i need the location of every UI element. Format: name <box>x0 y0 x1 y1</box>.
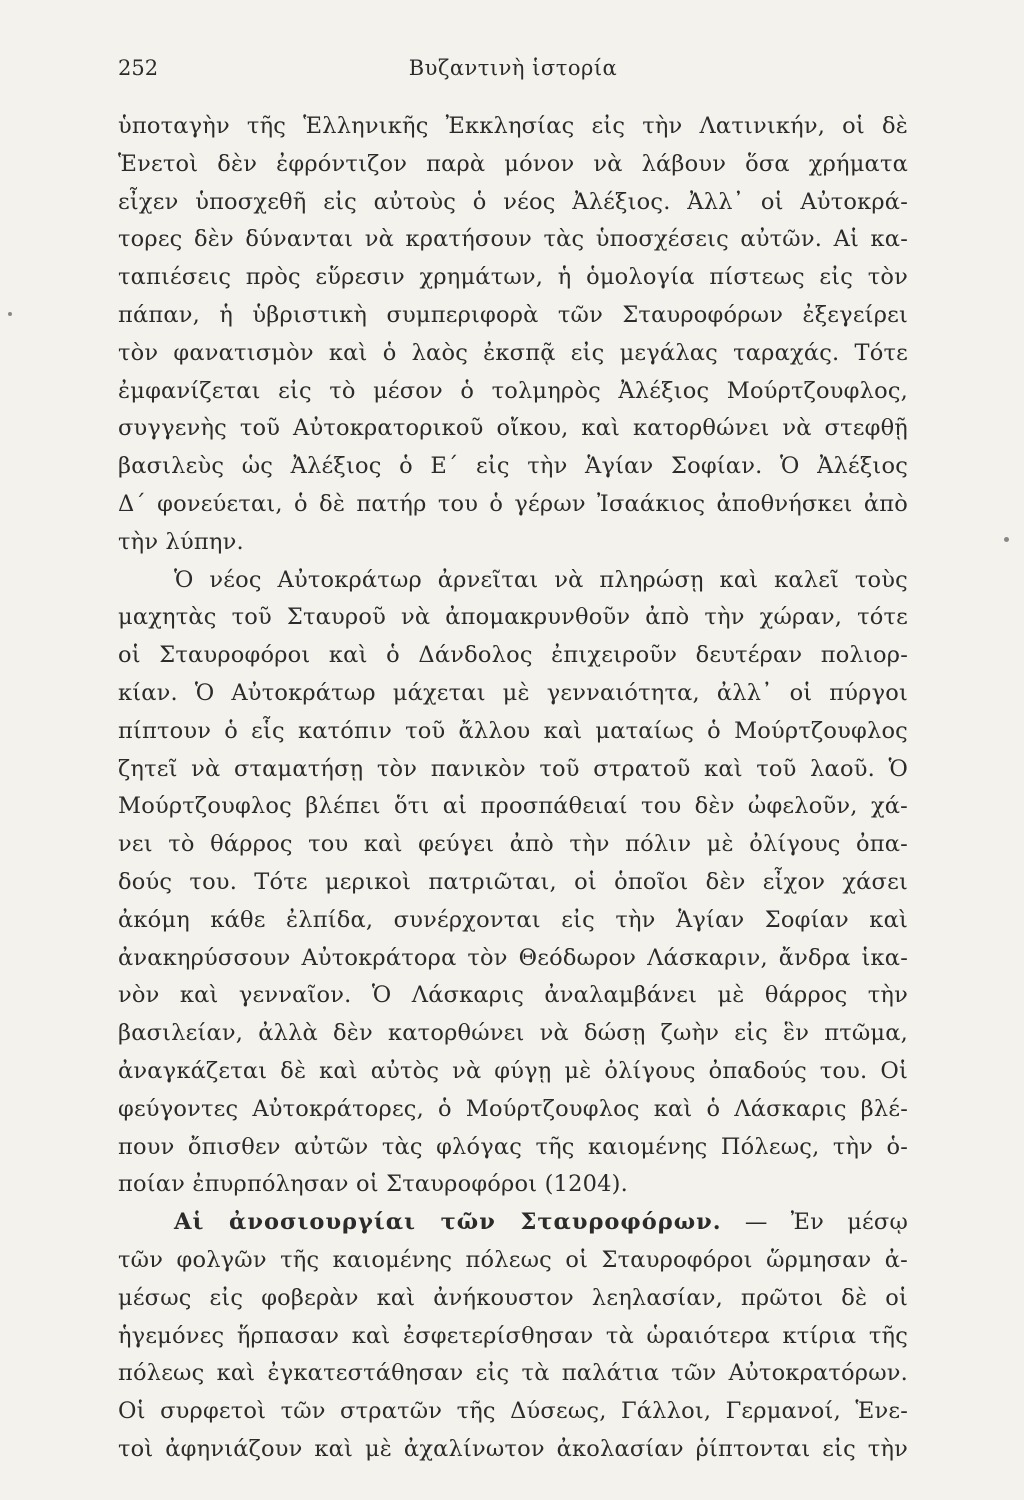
text-line: οἱ Σταυροφόροι καὶ ὁ Δάνδολος ἐπιχειροῦν δευτέραν πολιορ- <box>118 642 908 669</box>
text-line: ταπιέσεις πρὸς εὕρεσιν χρημάτων, ἡ ὁμολογία πίστεως εἰς τὸν <box>118 264 908 291</box>
scan-speck <box>1004 537 1009 542</box>
scan-speck <box>8 312 12 316</box>
text-line: Μούρτζουφλος βλέπει ὅτι αἱ προσπάθειαί του δὲν ὠφελοῦν, χά- <box>118 793 908 820</box>
running-title: Βυζαντινὴ ἱστορία <box>408 56 618 80</box>
text-line: ζητεῖ νὰ σταματήσῃ τὸν πανικὸν τοῦ στρατοῦ καὶ τοῦ λαοῦ. Ὁ <box>118 755 908 782</box>
text-line: πουν ὄπισθεν αὐτῶν τὰς φλόγας τῆς καιομένης Πόλεως, τὴν ὁ- <box>118 1133 908 1160</box>
text-line: Δ΄ φονεύεται, ὁ δὲ πατήρ του ὁ γέρων Ἰσαάκιος ἀποθνήσκει ἀπὸ <box>118 490 908 517</box>
text-line: βασιλεὺς ὡς Ἀλέξιος ὁ Ε΄ εἰς τὴν Ἁγίαν Σοφίαν. Ὁ Ἀλέξιος <box>118 453 908 480</box>
section-heading: Αἱ ἀνοσιουργίαι τῶν Σταυροφόρων. <box>174 1209 722 1236</box>
text-line: τὸν φανατισμὸν καὶ ὁ λαὸς ἐκσπᾷ εἰς μεγάλας ταραχάς. Τότε <box>118 339 908 366</box>
text-line: συγγενὴς τοῦ Αὐτοκρατορικοῦ οἴκου, καὶ κατορθώνει νὰ στεφθῇ <box>118 415 908 442</box>
section-heading-line <box>118 1204 908 1242</box>
text-line: νὸν καὶ γενναῖον. Ὁ Λάσκαρις ἀναλαμβάνει μὲ θάρρος τὴν <box>118 982 908 1009</box>
text-line: τορες δὲν δύνανται νὰ κρατήσουν τὰς ὑποσχέσεις αὐτῶν. Αἱ κα- <box>118 226 908 253</box>
text-line: ἀναγκάζεται δὲ καὶ αὐτὸς νὰ φύγῃ μὲ ὀλίγους ὀπαδούς του. Οἱ <box>118 1057 908 1084</box>
text-line: δούς του. Τότε μερικοὶ πατριῶται, οἱ ὁποῖοι δὲν εἶχον χάσει <box>118 868 908 895</box>
text-line: ἀνακηρύσσουν Αὐτοκράτορα τὸν Θεόδωρον Λάσκαριν, ἄνδρα ἱκα- <box>118 944 908 971</box>
text-line: ἀκόμη κάθε ἐλπίδα, συνέρχονται εἰς τὴν Ἁγίαν Σοφίαν καὶ <box>118 906 908 933</box>
text-line: βασιλείαν, ἀλλὰ δὲν κατορθώνει νὰ δώσῃ ζωὴν εἰς ἓν πτῶμα, <box>118 1020 908 1047</box>
text-line: μέσως εἰς φοβερὰν καὶ ἀνήκουστον λεηλασίαν, πρῶτοι δὲ οἱ <box>118 1284 908 1311</box>
text-line: φεύγοντες Αὐτοκράτορες, ὁ Μούρτζουφλος καὶ ὁ Λάσκαρις βλέ- <box>118 1095 908 1122</box>
text-line: ὑποταγὴν τῆς Ἑλληνικῆς Ἐκκλησίας εἰς τὴν Λατινικήν, οἱ δὲ <box>118 113 908 139</box>
text-line: τοὶ ἀφηνιάζουν καὶ μὲ ἀχαλίνωτον ἀκολασίαν ῥίπτονται εἰς τὴν <box>118 1435 908 1462</box>
text-line: τὴν λύπην. <box>118 528 244 555</box>
text-line: ἡγεμόνες ἥρπασαν καὶ ἐσφετερίσθησαν τὰ ὡραιότερα κτίρια τῆς <box>118 1322 908 1349</box>
text-line: εἶχεν ὑποσχεθῆ εἰς αὐτοὺς ὁ νέος Ἀλέξιος. Ἀλλ᾽ οἱ Αὐτοκρά- <box>118 188 908 215</box>
text-line: μαχητὰς τοῦ Σταυροῦ νὰ ἀπομακρυνθοῦν ἀπὸ τὴν χώραν, τότε <box>118 604 908 631</box>
body-text <box>118 108 908 1469</box>
text-line: πίπτουν ὁ εἷς κατόπιν τοῦ ἄλλου καὶ ματαίως ὁ Μούρτζουφλος <box>118 717 908 744</box>
text-line: Ὁ νέος Αὐτοκράτωρ ἀρνεῖται νὰ πληρώσῃ καὶ καλεῖ τοὺς <box>174 566 908 593</box>
text-line: τῶν φολγῶν τῆς καιομένης πόλεως οἱ Σταυροφόροι ὥρμησαν ἀ- <box>118 1246 908 1273</box>
page-number: 252 <box>118 56 159 80</box>
heading-continuation: — Ἐν μέσῳ <box>744 1209 908 1236</box>
text-line: ποίαν ἐπυρπόλησαν οἱ Σταυροφόροι (1204). <box>118 1171 628 1198</box>
text-line: πάπαν, ἡ ὑβριστικὴ συμπεριφορὰ τῶν Σταυροφόρων ἐξεγείρει <box>118 301 908 328</box>
text-line: ἐμφανίζεται εἰς τὸ μέσον ὁ τολμηρὸς Ἀλέξιος Μούρτζουφλος, <box>118 377 908 404</box>
text-line: Ἑνετοὶ δὲν ἐφρόντιζον παρὰ μόνον νὰ λάβουν ὅσα χρήματα <box>118 150 908 177</box>
text-line: κίαν. Ὁ Αὐτοκράτωρ μάχεται μὲ γενναιότητα, ἀλλ᾽ οἱ πύργοι <box>118 679 908 706</box>
text-line: νει τὸ θάρρος του καὶ φεύγει ἀπὸ τὴν πόλιν μὲ ὀλίγους ὀπα- <box>118 831 908 858</box>
text-line: Οἱ συρφετοὶ τῶν στρατῶν τῆς Δύσεως, Γάλλοι, Γερμανοί, Ἑνε- <box>118 1398 908 1425</box>
page-header <box>118 56 908 92</box>
text-line: πόλεως καὶ ἐγκατεστάθησαν εἰς τὰ παλάτια τῶν Αὐτοκρατόρων. <box>118 1360 908 1387</box>
